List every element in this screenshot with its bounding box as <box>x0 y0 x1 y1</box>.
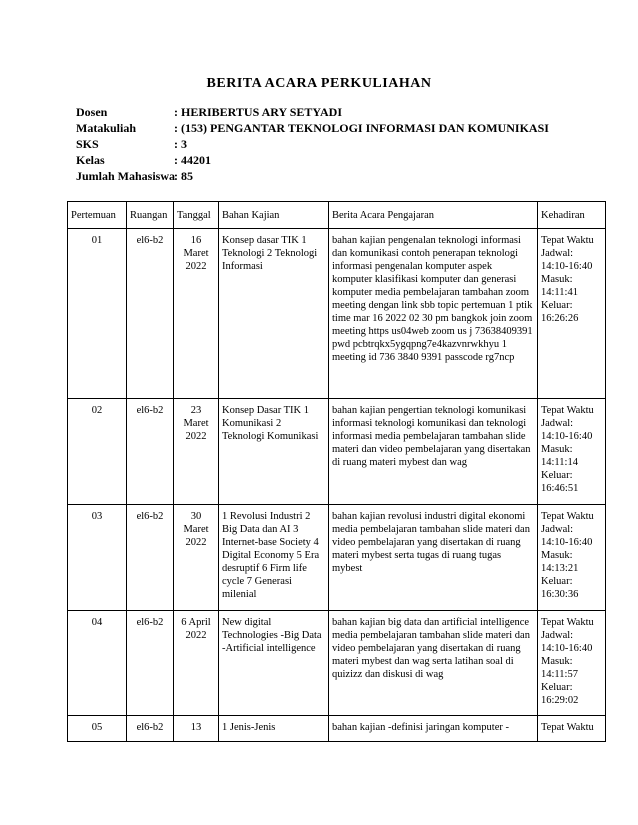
cell-bahan-kajian: Konsep Dasar TIK 1 Komunikasi 2 Teknologi Komunikasi <box>219 399 329 505</box>
cell-kehadiran <box>538 399 606 505</box>
info-row-kelas <box>76 152 549 168</box>
schedule-value: 14:10-16:40 <box>541 261 593 272</box>
cell-tanggal: 6 April 2022 <box>174 611 219 716</box>
cell-pertemuan: 04 <box>68 611 127 716</box>
header-berita-acara: Berita Acara Pengajaran <box>329 202 538 229</box>
cell-kehadiran <box>538 229 606 399</box>
cell-ruangan: el6-b2 <box>127 505 174 611</box>
schedule-label: Jadwal: <box>541 248 574 259</box>
page-title: BERITA ACARA PERKULIAHAN <box>206 76 432 91</box>
cell-pertemuan: 03 <box>68 505 127 611</box>
header-kehadiran: Kehadiran <box>538 202 606 229</box>
info-value: : 3 <box>174 137 187 151</box>
cell-ruangan: el6-b2 <box>127 399 174 505</box>
attendance-status: Tepat Waktu <box>541 617 594 628</box>
info-value: : HERIBERTUS ARY SETYADI <box>174 105 342 119</box>
schedule-label: Jadwal: <box>541 630 574 641</box>
info-label: Matakuliah <box>76 121 137 135</box>
cell-berita-acara: bahan kajian -definisi jaringan komputer - <box>329 716 538 742</box>
cell-ruangan: el6-b2 <box>127 716 174 742</box>
header-ruangan: Ruangan <box>127 202 174 229</box>
cell-berita-acara: bahan kajian revolusi industri digital ekonomi media pembelajaran tambahan slide materi dan video pembelajaran yang disertakan di ruang materi mybest serta tugas di ruang tugas mybest <box>329 505 538 611</box>
course-info <box>76 104 549 184</box>
schedule-value: 14:10-16:40 <box>541 431 593 442</box>
cell-kehadiran <box>538 505 606 611</box>
info-label: Dosen <box>76 105 108 119</box>
cell-bahan-kajian: New digital Technologies -Big Data -Artificial intelligence <box>219 611 329 716</box>
cell-tanggal: 16 Maret 2022 <box>174 229 219 399</box>
checkin-value: 14:11:57 <box>541 669 578 680</box>
cell-bahan-kajian: 1 Revolusi Industri 2 Big Data dan AI 3 Internet-base Society 4 Digital Economy 5 Era desruptif 6 Firm life cycle 7 Generasi milenial <box>219 505 329 611</box>
info-row-dosen <box>76 104 549 120</box>
cell-berita-acara: bahan kajian pengenalan teknologi informasi dan komunikasi contoh penerapan teknologi informasi pengenalan komputer aspek komputer klasifikasi komputer dan generasi komputer media pembelajaran tambahan zoom meeting dengan link sbb topic pertemuan 1 ptik time mar 16 2022 02 30 pm bangkok join zoom meeting https us04web zoom us j 73638409391 pwd pcbtrqkx5ygqpng7e4kazvnrwkhyu 1 meeting id 736 3840 9391 passcode rg7ncp <box>329 229 538 399</box>
attendance-status: Tepat Waktu <box>541 722 594 733</box>
cell-pertemuan: 02 <box>68 399 127 505</box>
cell-kehadiran <box>538 611 606 716</box>
checkout-label: Keluar: <box>541 576 573 587</box>
info-label: Kelas <box>76 153 105 167</box>
table-row <box>68 716 606 742</box>
table-row <box>68 611 606 716</box>
info-row-jumlah-mahasiswa <box>76 168 549 184</box>
info-row-sks <box>76 136 549 152</box>
cell-berita-acara: bahan kajian pengertian teknologi komunikasi informasi teknologi komunikasi dan teknologi informasi media pembelajaran tambahan slide materi dan video pembelajaran yang disertakan di ruang materi mybest dan wag <box>329 399 538 505</box>
cell-bahan-kajian: Konsep dasar TIK 1 Teknologi 2 Teknologi Informasi <box>219 229 329 399</box>
schedule-value: 14:10-16:40 <box>541 643 593 654</box>
info-label: Jumlah Mahasiswa <box>76 169 176 183</box>
checkin-value: 14:13:21 <box>541 563 579 574</box>
cell-tanggal: 13 <box>174 716 219 742</box>
checkout-label: Keluar: <box>541 300 573 311</box>
table-row <box>68 399 606 505</box>
cell-tanggal: 23 Maret 2022 <box>174 399 219 505</box>
checkout-value: 16:29:02 <box>541 695 579 706</box>
checkin-value: 14:11:41 <box>541 287 578 298</box>
cell-bahan-kajian: 1 Jenis-Jenis <box>219 716 329 742</box>
info-value: : 44201 <box>174 153 211 167</box>
attendance-status: Tepat Waktu <box>541 235 594 246</box>
checkout-label: Keluar: <box>541 682 573 693</box>
checkout-label: Keluar: <box>541 470 573 481</box>
checkin-label: Masuk: <box>541 274 573 285</box>
attendance-status: Tepat Waktu <box>541 511 594 522</box>
table-row <box>68 505 606 611</box>
cell-pertemuan: 05 <box>68 716 127 742</box>
cell-pertemuan: 01 <box>68 229 127 399</box>
attendance-status: Tepat Waktu <box>541 405 594 416</box>
header-bahan-kajian: Bahan Kajian <box>219 202 329 229</box>
cell-ruangan: el6-b2 <box>127 611 174 716</box>
checkin-value: 14:11:14 <box>541 457 578 468</box>
schedule-value: 14:10-16:40 <box>541 537 593 548</box>
checkin-label: Masuk: <box>541 444 573 455</box>
checkout-value: 16:46:51 <box>541 483 579 494</box>
table-row <box>68 229 606 399</box>
info-label: SKS <box>76 137 99 151</box>
checkout-value: 16:30:36 <box>541 589 579 600</box>
header-tanggal: Tanggal <box>174 202 219 229</box>
header-pertemuan: Pertemuan <box>68 202 127 229</box>
attendance-table <box>67 201 606 742</box>
cell-berita-acara: bahan kajian big data dan artificial intelligence media pembelajaran tambahan slide materi dan video pembelajaran yang disertakan di ruang materi mybest dan wag serta latihan soal di quizizz dan diskusi di wag <box>329 611 538 716</box>
schedule-label: Jadwal: <box>541 418 574 429</box>
table-header-row <box>68 202 606 229</box>
checkin-label: Masuk: <box>541 550 573 561</box>
schedule-label: Jadwal: <box>541 524 574 535</box>
checkin-label: Masuk: <box>541 656 573 667</box>
info-value: : (153) PENGANTAR TEKNOLOGI INFORMASI DAN KOMUNIKASI <box>174 121 549 135</box>
info-value: : 85 <box>174 169 193 183</box>
cell-ruangan: el6-b2 <box>127 229 174 399</box>
info-row-matakuliah <box>76 120 549 136</box>
cell-tanggal: 30 Maret 2022 <box>174 505 219 611</box>
cell-kehadiran <box>538 716 606 742</box>
checkout-value: 16:26:26 <box>541 313 579 324</box>
